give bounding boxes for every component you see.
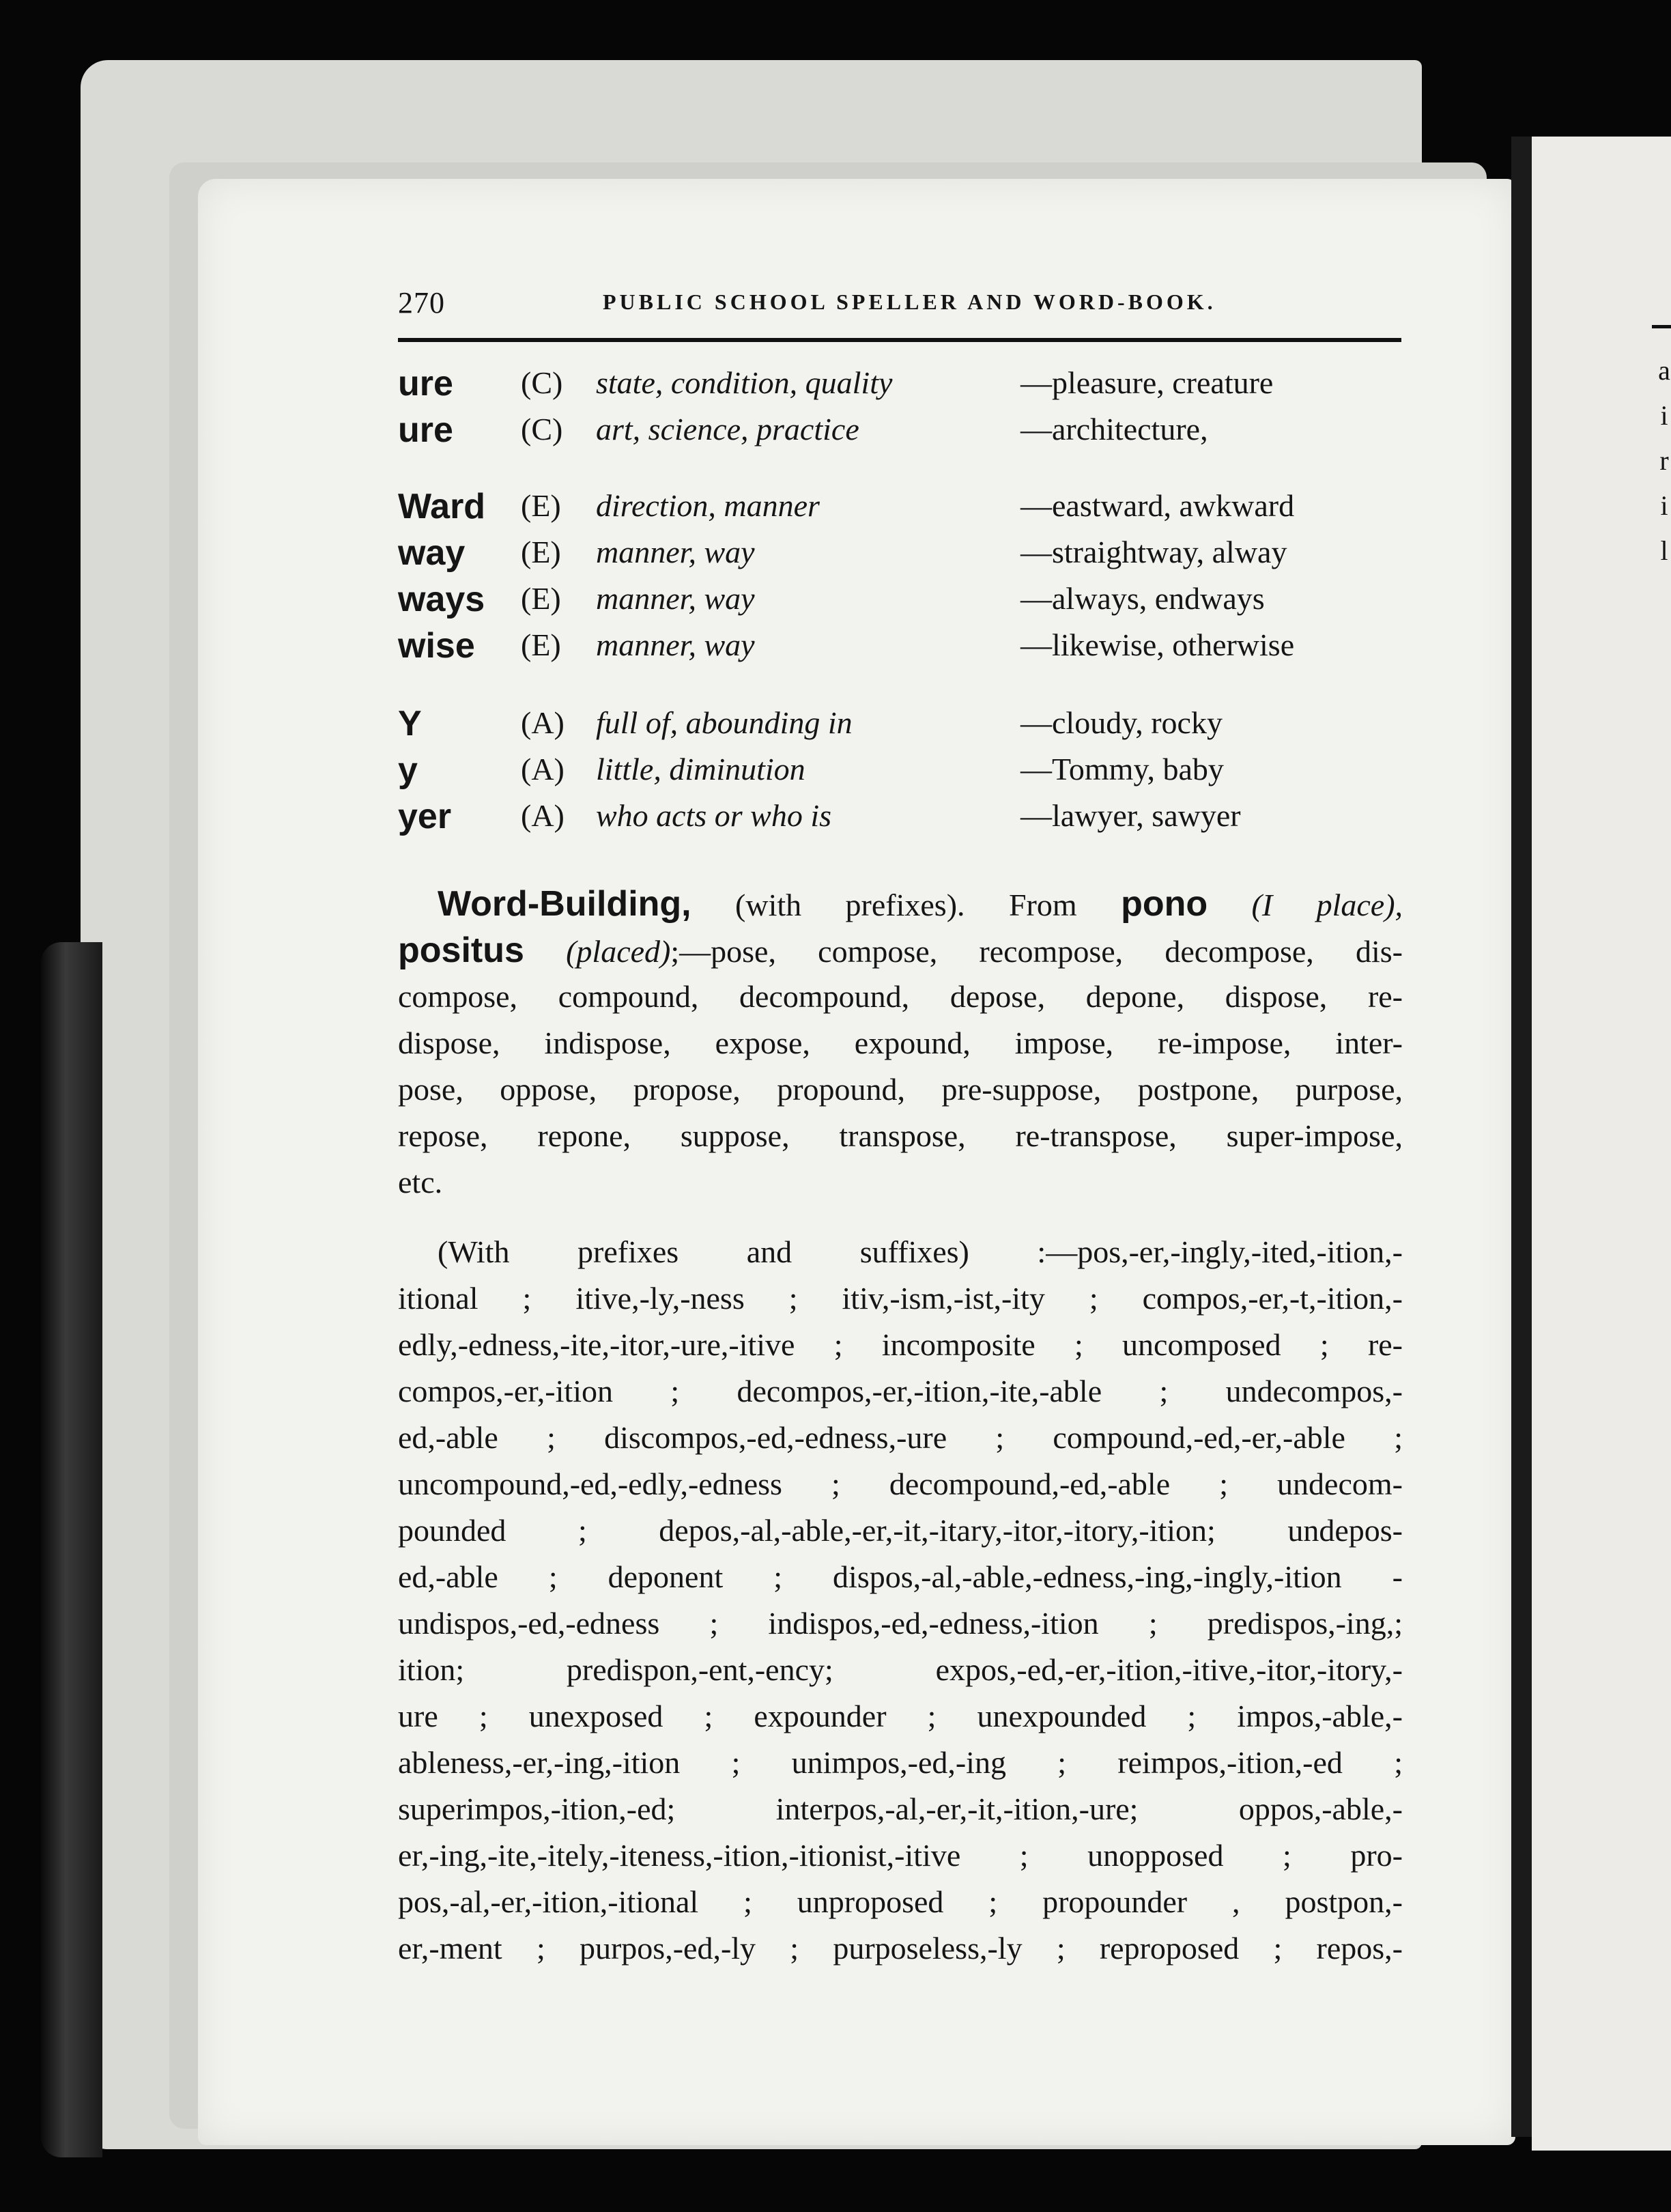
- facing-letter: l: [1660, 535, 1668, 566]
- paragraph-line: (With prefixes and suffixes) :—pos,-er,-ingly,-ited,-ition,-: [438, 1234, 1403, 1269]
- suffix-row: [398, 410, 1401, 455]
- paragraph-line: undispos,-ed,-edness ; indispos,-ed,-edness,-ition ; predispos,-ing,;: [398, 1606, 1403, 1641]
- suffix-examples: —always, endways: [1020, 581, 1265, 616]
- header-rule: [398, 338, 1401, 342]
- from-word: From: [1008, 888, 1077, 922]
- word-building-paragraph: [398, 881, 1403, 1206]
- word-building-note: (with prefixes).: [735, 888, 965, 922]
- suffix-examples: —Tommy, baby: [1020, 752, 1224, 786]
- suffix-row: [398, 625, 1401, 670]
- suffix-meaning: little, diminution: [596, 752, 805, 786]
- paragraph-line: pounded ; depos,-al,-able,-er,-it,-itary,-itor,-itory,-ition; undepos-: [398, 1513, 1403, 1548]
- facing-page: [1532, 137, 1671, 2151]
- suffix-origin: (A): [521, 705, 565, 740]
- suffix-meaning: manner, way: [596, 627, 755, 662]
- paragraph-line: compose, compound, decompound, depose, depone, dispose, re-: [398, 979, 1403, 1014]
- facing-letter: r: [1659, 445, 1669, 476]
- paragraph-line: [398, 881, 1403, 927]
- suffix: wise: [398, 626, 475, 666]
- paragraph-line: ed,-able ; discompos,-ed,-edness,-ure ; compound,-ed,-er,-able ;: [398, 1420, 1403, 1455]
- paragraph-line: ure ; unexposed ; expounder ; unexpounded ; impos,-able,-: [398, 1699, 1403, 1733]
- suffix: Ward: [398, 487, 486, 526]
- suffix-examples: —eastward, awkward: [1020, 488, 1295, 523]
- facing-letter: i: [1660, 400, 1668, 431]
- paragraph-line: ableness,-er,-ing,-ition ; unimpos,-ed,-ing ; reimpos,-ition,-ed ;: [398, 1745, 1403, 1780]
- suffix-origin: (A): [521, 752, 565, 786]
- paragraph-line: dispose, indispose, expose, expound, impose, re-impose, inter-: [398, 1025, 1403, 1060]
- suffix-meaning: direction, manner: [596, 488, 820, 523]
- suffix: Y: [398, 704, 422, 743]
- suffix-meaning: manner, way: [596, 581, 755, 616]
- paragraph-line: uncompound,-ed,-edly,-edness ; decompound,-ed,-able ; undecom-: [398, 1466, 1403, 1501]
- facing-page-rule: [1652, 325, 1671, 328]
- line-text: ;—pose, compose, recompose, decompose, dis-: [670, 934, 1403, 969]
- suffix-origin: (E): [521, 581, 561, 616]
- paragraph-line: er,-ing,-ite,-itely,-iteness,-ition,-itionist,-itive ; unopposed ; pro-: [398, 1838, 1403, 1873]
- facing-letter: i: [1660, 490, 1668, 521]
- page-number: 270: [398, 286, 445, 320]
- suffix: ure: [398, 364, 453, 403]
- paragraph-line: superimpos,-ition,-ed; interpos,-al,-er,-it,-ition,-ure; oppos,-able,-: [398, 1791, 1403, 1826]
- cover-spine-edge: [41, 942, 102, 2157]
- suffix-meaning: who acts or who is: [596, 798, 832, 833]
- suffix-examples: —architecture,: [1020, 412, 1208, 446]
- page-gutter: [1511, 137, 1532, 2137]
- suffix-row: [398, 533, 1401, 578]
- paragraph-line: itional ; itive,-ly,-ness ; itiv,-ism,-ist,-ity ; compos,-er,-t,-ition,-: [398, 1281, 1403, 1316]
- suffix-examples: —lawyer, sawyer: [1020, 798, 1241, 833]
- paragraph-line: repose, repone, suppose, transpose, re-transpose, super-impose,: [398, 1118, 1403, 1153]
- suffix-row: [398, 703, 1401, 748]
- suffix-origin: (C): [521, 412, 563, 446]
- suffix-meaning: full of, abounding in: [596, 705, 853, 740]
- suffix-meaning: art, science, practice: [596, 412, 859, 446]
- paragraph-line: etc.: [398, 1165, 443, 1200]
- suffix-row: [398, 363, 1401, 408]
- root-word: pono: [1121, 884, 1208, 924]
- paragraph-line: ed,-able ; deponent ; dispos,-al,-able,-edness,-ing,-ingly,-ition -: [398, 1559, 1403, 1594]
- suffix: ways: [398, 580, 485, 619]
- suffix-meaning: manner, way: [596, 535, 755, 569]
- paragraph-line: er,-ment ; purpos,-ed,-ly ; purposeless,-ly ; reproposed ; repos,-: [398, 1931, 1403, 1966]
- paragraph-line: [398, 927, 1403, 974]
- paragraph-line: pos,-al,-er,-ition,-itional ; unproposed ; propounder , postpon,-: [398, 1884, 1403, 1919]
- root-gloss: (I place),: [1251, 888, 1403, 922]
- suffix-row: [398, 750, 1401, 795]
- facing-page-letters: [1657, 348, 1671, 573]
- suffix-examples: —cloudy, rocky: [1020, 705, 1223, 740]
- paragraph-line: edly,-edness,-ite,-itor,-ure,-itive ; incomposite ; uncomposed ; re-: [398, 1327, 1403, 1362]
- suffix: yer: [398, 797, 452, 836]
- suffix-origin: (C): [521, 365, 563, 400]
- suffix-meaning: state, condition, quality: [596, 365, 893, 400]
- suffix-examples: —likewise, otherwise: [1020, 627, 1295, 662]
- suffix-row: [398, 486, 1401, 531]
- suffix-row: [398, 579, 1401, 624]
- paragraph-line: compos,-er,-ition ; decompos,-er,-ition,-ite,-able ; undecompos,-: [398, 1374, 1403, 1408]
- suffix-origin: (E): [521, 535, 561, 569]
- suffix-origin: (E): [521, 488, 561, 523]
- facing-letter: a: [1658, 355, 1670, 386]
- root-gloss: (placed): [566, 934, 671, 969]
- prefixes-suffixes-paragraph: [398, 1229, 1403, 1972]
- word-building-heading: Word-Building,: [438, 884, 691, 924]
- suffix-examples: —pleasure, creature: [1020, 365, 1274, 400]
- running-head: [398, 285, 1398, 326]
- suffix: ure: [398, 410, 453, 450]
- paragraph-line: ition; predispon,-ent,-ency; expos,-ed,-er,-ition,-itive,-itor,-itory,-: [398, 1652, 1403, 1687]
- root-word: positus: [398, 931, 524, 970]
- paragraph-line: pose, oppose, propose, propound, pre-suppose, postpone, purpose,: [398, 1072, 1403, 1107]
- running-title: PUBLIC SCHOOL SPELLER AND WORD-BOOK.: [603, 289, 1216, 314]
- suffix: way: [398, 533, 466, 573]
- suffix: y: [398, 750, 418, 790]
- suffix-examples: —straightway, alway: [1020, 535, 1287, 569]
- suffix-origin: (E): [521, 627, 561, 662]
- suffix-origin: (A): [521, 798, 565, 833]
- suffix-row: [398, 796, 1401, 841]
